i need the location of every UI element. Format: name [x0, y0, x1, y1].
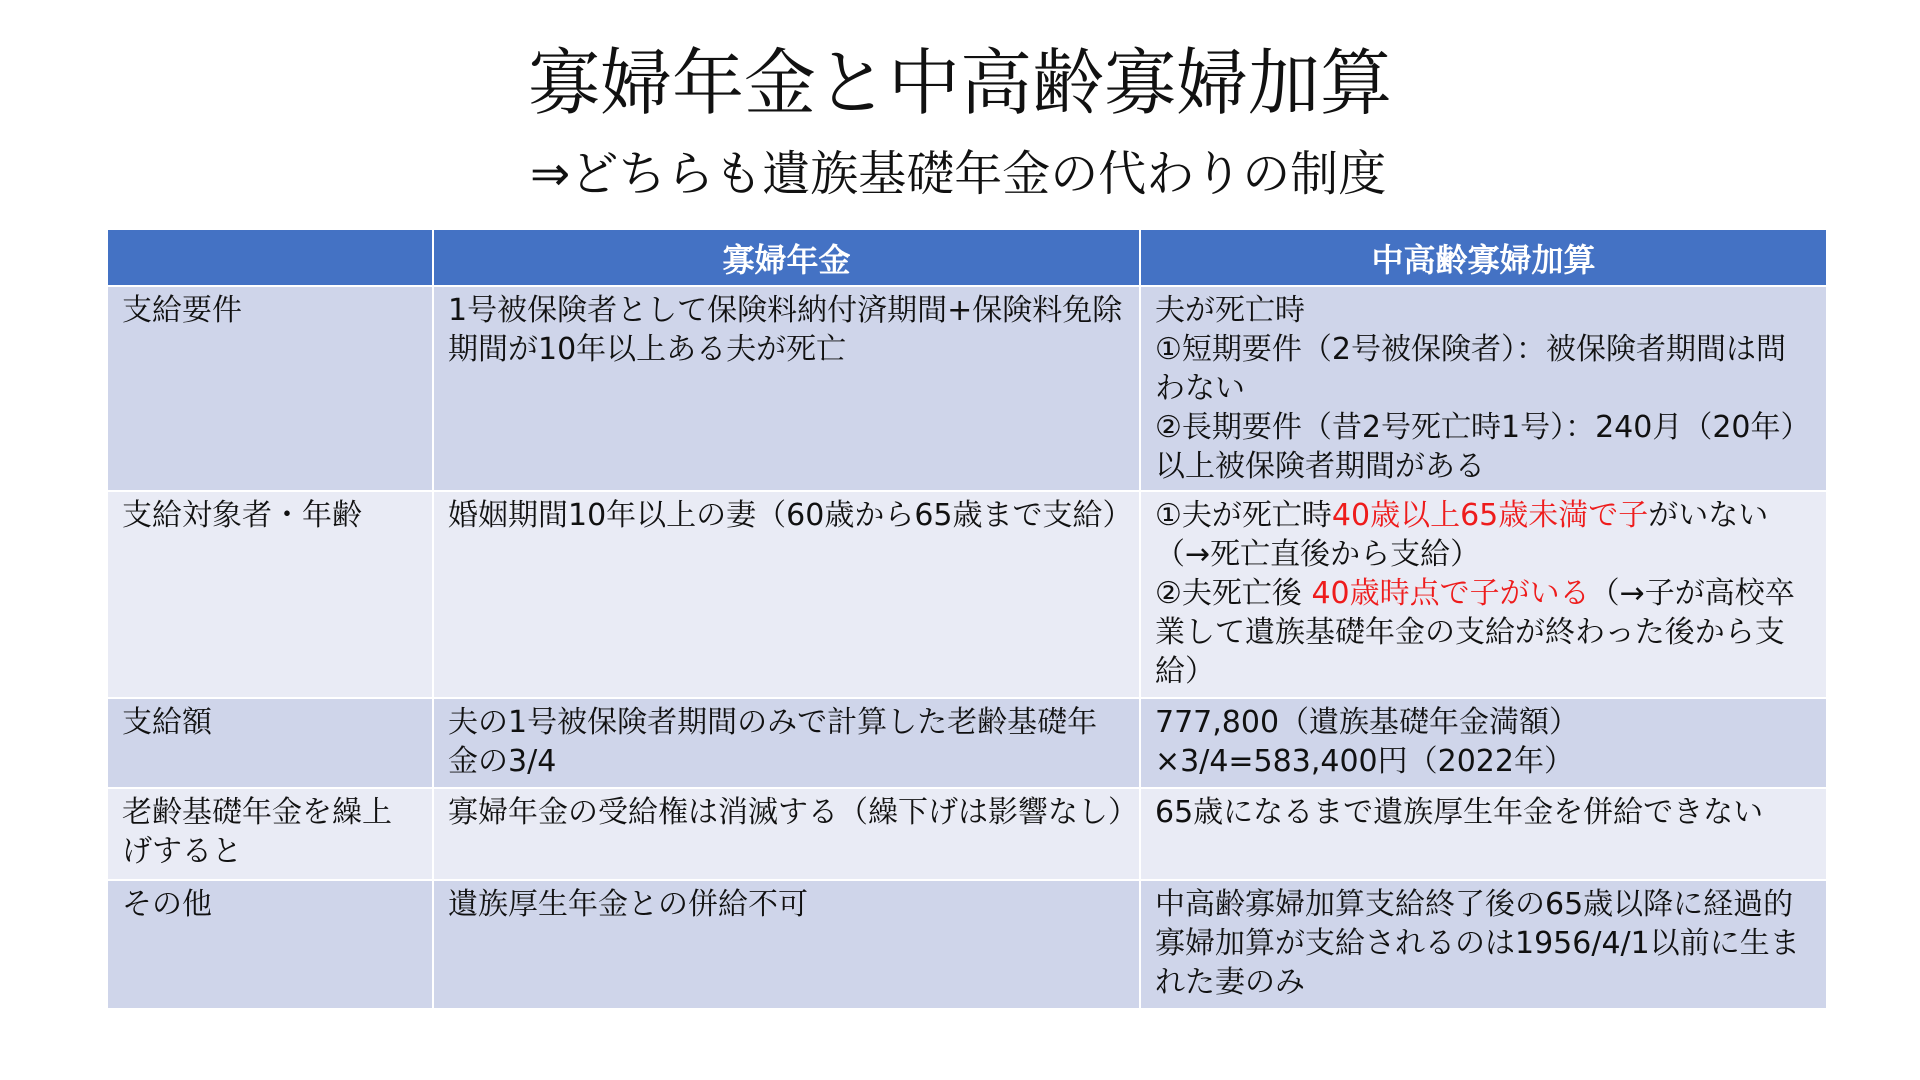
widow-pension-cell: 婚姻期間10年以上の妻（60歳から65歳まで支給）	[433, 491, 1140, 698]
addition-cell	[1140, 698, 1827, 788]
cell-line: 夫が死亡時	[1155, 293, 1305, 328]
table-row	[107, 880, 1827, 1009]
cell-line	[1155, 496, 1812, 574]
highlight-text: 40歳以上65歳未満で子	[1331, 498, 1649, 533]
widow-pension-cell: 1号被保険者として保険料納付済期間+保険料免除期間が10年以上ある夫が死亡	[433, 286, 1140, 491]
highlight-text: 40歳時点で子がいる	[1311, 576, 1590, 611]
table-row	[107, 788, 1827, 880]
addition-cell: 65歳になるまで遺族厚生年金を併給できない	[1140, 788, 1827, 880]
addition-cell	[1140, 286, 1827, 491]
comparison-table	[106, 228, 1828, 1010]
header-empty-cell	[107, 229, 433, 286]
table-row	[107, 286, 1827, 491]
row-label: 支給要件	[107, 286, 433, 491]
text-segment: がいない（→死亡直後から支給）	[1155, 498, 1769, 572]
cell-line: 777,800（遺族基礎年金満額）	[1155, 705, 1580, 740]
widow-pension-cell: 寡婦年金の受給権は消滅する（繰下げは影響なし）	[433, 788, 1140, 880]
table-row	[107, 491, 1827, 698]
widow-pension-cell: 夫の1号被保険者期間のみで計算した老齢基礎年金の3/4	[433, 698, 1140, 788]
header-widow-pension: 寡婦年金	[433, 229, 1140, 286]
row-label: その他	[107, 880, 433, 1009]
cell-line: ×3/4=583,400円（2022年）	[1155, 744, 1574, 779]
cell-line: ①短期要件（2号被保険者）：被保険者期間は問わない	[1155, 332, 1786, 406]
row-label: 支給額	[107, 698, 433, 788]
slide-title: 寡婦年金と中高齢寡婦加算	[527, 41, 1392, 125]
widow-pension-cell: 遺族厚生年金との併給不可	[433, 880, 1140, 1009]
header-middle-aged-addition: 中高齢寡婦加算	[1140, 229, 1827, 286]
addition-cell	[1140, 491, 1827, 698]
text-segment: ②夫死亡後	[1155, 576, 1312, 611]
text-segment: （→子が高校卒業して遺族基礎年金の支給が終わった後から支給）	[1155, 576, 1795, 689]
text-segment: ①夫が死亡時	[1155, 498, 1332, 533]
row-label: 支給対象者・年齢	[107, 491, 433, 698]
row-label: 老齢基礎年金を繰上げすると	[107, 788, 433, 880]
header-row	[107, 229, 1827, 286]
slide-subtitle: ⇒どちらも遺族基礎年金の代わりの制度	[530, 146, 1387, 202]
cell-line: ②長期要件（昔2号死亡時1号）：240月（20年）以上被保険者期間がある	[1155, 410, 1811, 484]
addition-cell: 中高齢寡婦加算支給終了後の65歳以降に経過的寡婦加算が支給されるのは1956/4/1以前に生まれた妻のみ	[1140, 880, 1827, 1009]
table-row	[107, 698, 1827, 788]
cell-line	[1155, 574, 1812, 691]
